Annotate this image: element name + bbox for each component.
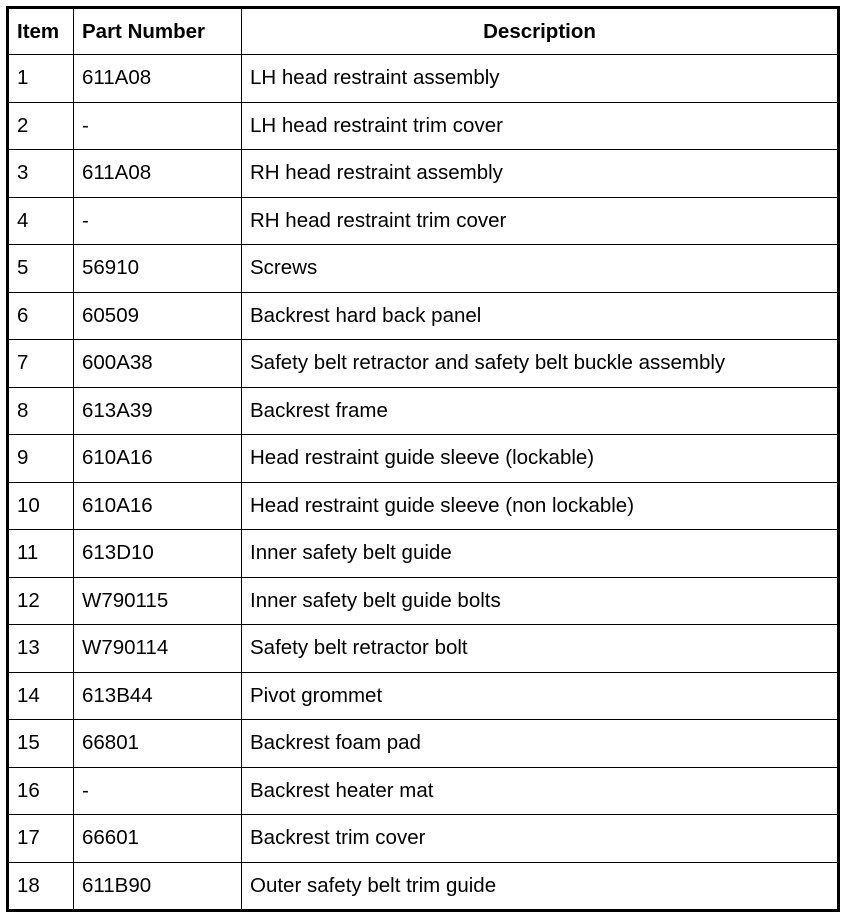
table-row <box>8 435 839 483</box>
table-row <box>8 625 839 673</box>
description-cell: Outer safety belt trim guide <box>242 862 839 911</box>
item-cell: 7 <box>8 340 74 388</box>
table-row <box>8 340 839 388</box>
header-part-number: Part Number <box>74 8 242 55</box>
item-cell: 13 <box>8 625 74 673</box>
table-row <box>8 387 839 435</box>
table-row <box>8 102 839 150</box>
item-cell: 6 <box>8 292 74 340</box>
table-row <box>8 55 839 103</box>
table-row <box>8 292 839 340</box>
part-number-cell: W790115 <box>74 577 242 625</box>
table-row <box>8 672 839 720</box>
part-number-cell: 600A38 <box>74 340 242 388</box>
parts-table <box>6 6 840 912</box>
item-cell: 18 <box>8 862 74 911</box>
item-cell: 12 <box>8 577 74 625</box>
item-cell: 10 <box>8 482 74 530</box>
description-cell: Inner safety belt guide bolts <box>242 577 839 625</box>
item-cell: 4 <box>8 197 74 245</box>
header-row <box>8 8 839 55</box>
part-number-cell: - <box>74 102 242 150</box>
description-cell: Head restraint guide sleeve (lockable) <box>242 435 839 483</box>
description-cell: RH head restraint assembly <box>242 150 839 198</box>
item-cell: 15 <box>8 720 74 768</box>
part-number-cell: 60509 <box>74 292 242 340</box>
part-number-cell: 611A08 <box>74 55 242 103</box>
table-row <box>8 767 839 815</box>
item-cell: 8 <box>8 387 74 435</box>
table-row <box>8 815 839 863</box>
table-row <box>8 530 839 578</box>
item-cell: 9 <box>8 435 74 483</box>
part-number-cell: 611A08 <box>74 150 242 198</box>
part-number-cell: - <box>74 767 242 815</box>
table-row <box>8 150 839 198</box>
description-cell: Backrest trim cover <box>242 815 839 863</box>
description-cell: LH head restraint trim cover <box>242 102 839 150</box>
description-cell: Head restraint guide sleeve (non lockable) <box>242 482 839 530</box>
description-cell: LH head restraint assembly <box>242 55 839 103</box>
description-cell: Screws <box>242 245 839 293</box>
header-item: Item <box>8 8 74 55</box>
table-row <box>8 720 839 768</box>
part-number-cell: 610A16 <box>74 482 242 530</box>
item-cell: 2 <box>8 102 74 150</box>
item-cell: 14 <box>8 672 74 720</box>
part-number-cell: 611B90 <box>74 862 242 911</box>
description-cell: Backrest hard back panel <box>242 292 839 340</box>
table-row <box>8 197 839 245</box>
item-cell: 16 <box>8 767 74 815</box>
description-cell: Safety belt retractor bolt <box>242 625 839 673</box>
description-cell: Backrest frame <box>242 387 839 435</box>
description-cell: Safety belt retractor and safety belt buckle assembly <box>242 340 839 388</box>
description-cell: Pivot grommet <box>242 672 839 720</box>
part-number-cell: 613B44 <box>74 672 242 720</box>
item-cell: 11 <box>8 530 74 578</box>
part-number-cell: 613D10 <box>74 530 242 578</box>
part-number-cell: 610A16 <box>74 435 242 483</box>
table-row <box>8 862 839 911</box>
item-cell: 3 <box>8 150 74 198</box>
table-row <box>8 245 839 293</box>
part-number-cell: - <box>74 197 242 245</box>
description-cell: Inner safety belt guide <box>242 530 839 578</box>
part-number-cell: 66601 <box>74 815 242 863</box>
table-row <box>8 482 839 530</box>
item-cell: 5 <box>8 245 74 293</box>
description-cell: RH head restraint trim cover <box>242 197 839 245</box>
table-row <box>8 577 839 625</box>
part-number-cell: 56910 <box>74 245 242 293</box>
part-number-cell: W790114 <box>74 625 242 673</box>
description-cell: Backrest heater mat <box>242 767 839 815</box>
part-number-cell: 66801 <box>74 720 242 768</box>
part-number-cell: 613A39 <box>74 387 242 435</box>
description-cell: Backrest foam pad <box>242 720 839 768</box>
item-cell: 17 <box>8 815 74 863</box>
item-cell: 1 <box>8 55 74 103</box>
header-description: Description <box>242 8 839 55</box>
